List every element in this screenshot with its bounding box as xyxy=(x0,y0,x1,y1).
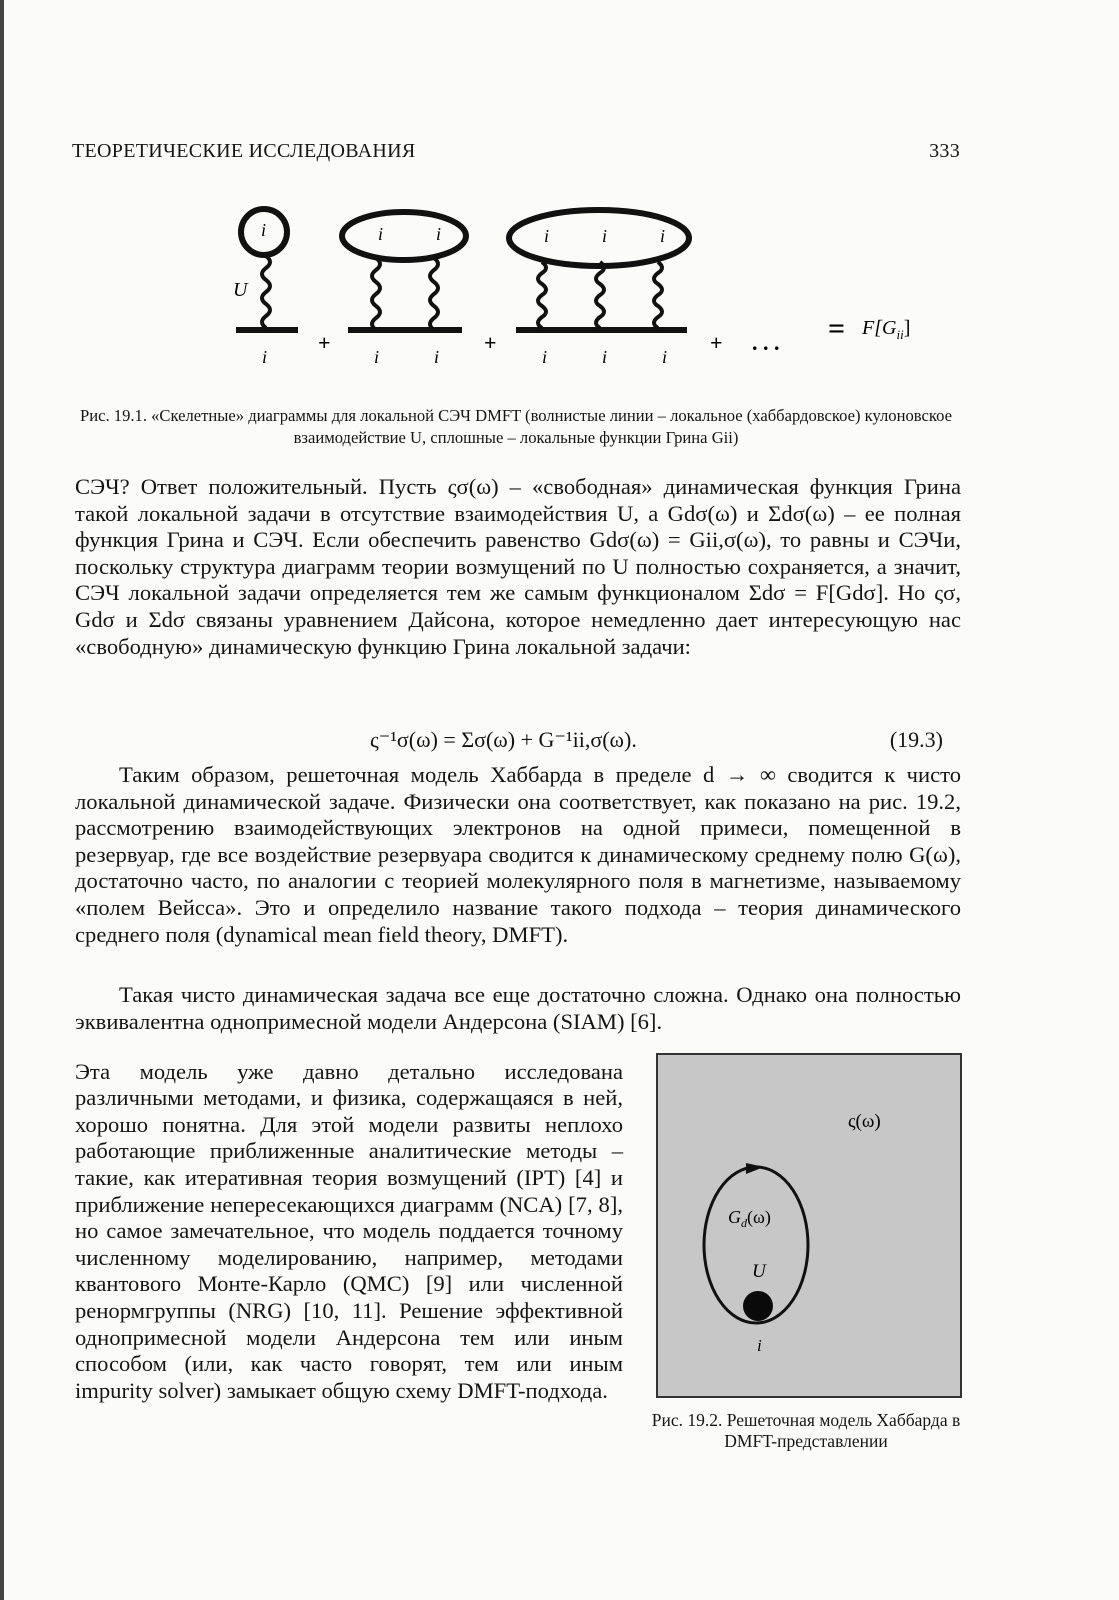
plus-sign: + xyxy=(710,330,723,355)
site-label: i xyxy=(660,226,666,246)
wavy-line xyxy=(596,262,604,328)
paragraph-text: Такая чисто динамическая задача все еще достаточно сложна. Однако она полностью эквивалентна однопримесной модели Андерсона (SIAM) [6]. xyxy=(75,982,961,1034)
figure-caption-19-2: Рис. 19.2. Решеточная модель Хаббарда в DMFT-представлении xyxy=(651,1410,961,1451)
loop-2 xyxy=(342,212,466,260)
site-label: i xyxy=(662,347,668,367)
figure-19-1 xyxy=(200,200,920,375)
paragraph-1 xyxy=(75,474,961,660)
wavy-line xyxy=(538,262,546,328)
plus-sign: + xyxy=(484,330,497,355)
site-label: i xyxy=(434,347,440,367)
paragraph-text: Эта модель уже давно детально исследована различными методами, и физика, содержащаяся в ней, хорошо понятна. Для этой модели развиты неплохо работающие приближенные аналитические методы – такие, как итеративная теория возмущений (IPT) [4] и приближение непересекающихся диаграмм (NCA) [7, 8], но самое замечательное, что модель поддается точному численному моделированию, например, методами квантового Монте-Карло (QMC) [9] или численной ренормгруппы (NRG) [10, 11]. Решение эффективной однопримесной модели Андерсона тем или иным способом (или, как часто говорят, тем или иным impurity solver) замыкает общую схему DMFT-подхода. xyxy=(75,1058,623,1403)
site-label: i xyxy=(436,224,442,244)
equals-sign: = xyxy=(828,312,846,345)
site-label: i xyxy=(542,347,548,367)
site-label: i xyxy=(544,226,550,246)
paragraph-2 xyxy=(75,762,961,948)
paragraph-3-wrapped xyxy=(75,1036,623,1427)
plus-sign: + xyxy=(318,330,331,355)
site-label: i xyxy=(602,347,608,367)
equation-number: (19.3) xyxy=(889,727,943,752)
page-number: 333 xyxy=(929,140,960,162)
wavy-line xyxy=(430,258,438,330)
paragraph-text: СЭЧ? Ответ положительный. Пусть ςσ(ω) – «свободная» динамическая функция Грина такой локальной задачи в отсутствие взаимодействия U, а Gdσ(ω) и Σdσ(ω) – ее полная функция Грина и СЭЧ. Если обеспечить равенство Gdσ(ω) = Gii,σ(ω), то равны и СЭЧи, поскольку структура диаграмм теории возмущений по U полностью сохраняется, а значит, СЭЧ локальной задачи определяется тем же самым функционалом Σdσ = F[Gdσ]. Но ςσ, Gdσ и Σdσ связаны уравнением Дайсона, которое немедленно дает интересующую нас «свободную» динамическую функцию Грина локальной задачи: xyxy=(75,474,961,659)
ellipsis: . . . xyxy=(752,330,780,355)
equation-19-3 xyxy=(75,727,961,755)
figure-caption-19-1: Рис. 19.1. «Скелетные» диаграммы для локальной СЭЧ DMFT (волнистые линии – локальное (хаббардовское) кулоновское взаимодействие U, сплошные – локальные функции Грина Gii) xyxy=(80,406,952,447)
equation-formula: ς⁻¹σ(ω) = Σσ(ω) + G⁻¹ii,σ(ω). xyxy=(370,727,637,752)
site-label: i xyxy=(262,347,268,367)
impurity-vertex xyxy=(743,1291,773,1321)
wavy-line xyxy=(372,258,380,330)
site-label: i xyxy=(602,226,608,246)
interaction-label: U xyxy=(752,1261,766,1282)
site-label: i xyxy=(378,224,384,244)
figure-19-2 xyxy=(656,1053,962,1398)
page-edge xyxy=(0,0,4,1600)
site-label: i xyxy=(374,347,380,367)
paragraph-3-intro xyxy=(75,982,961,1035)
bath-label: ς(ω) xyxy=(848,1111,881,1132)
wavy-line xyxy=(262,256,270,328)
header-title: ТЕОРЕТИЧЕСКИЕ ИССЛЕДОВАНИЯ xyxy=(72,140,416,162)
wavy-line xyxy=(654,262,662,328)
interaction-label: U xyxy=(233,279,248,301)
paragraph-text: Таким образом, решеточная модель Хаббарда в пределе d → ∞ сводится к чисто локальной динамической задаче. Физически она соответствует, как показано на рис. 19.2, рассмотрению взаимодействующих электронов на одной примеси, помещенной в резервуар, где все воздействие резервуара сводится к динамическому среднему полю G(ω), достаточно часто, по аналогии с теорией молекулярного поля в магнетизме, называемому «полем Вейсса». Это и определило название такого подхода – теория динамического среднего поля (dynamical mean field theory, DMFT). xyxy=(75,762,961,947)
site-label: i xyxy=(261,220,267,240)
greens-function-label: $G_d(\omega)$ xyxy=(728,1207,771,1230)
running-header xyxy=(72,140,960,163)
site-label: i xyxy=(757,1336,762,1355)
functional-label: $F[G_{ii}]$ xyxy=(862,317,911,342)
